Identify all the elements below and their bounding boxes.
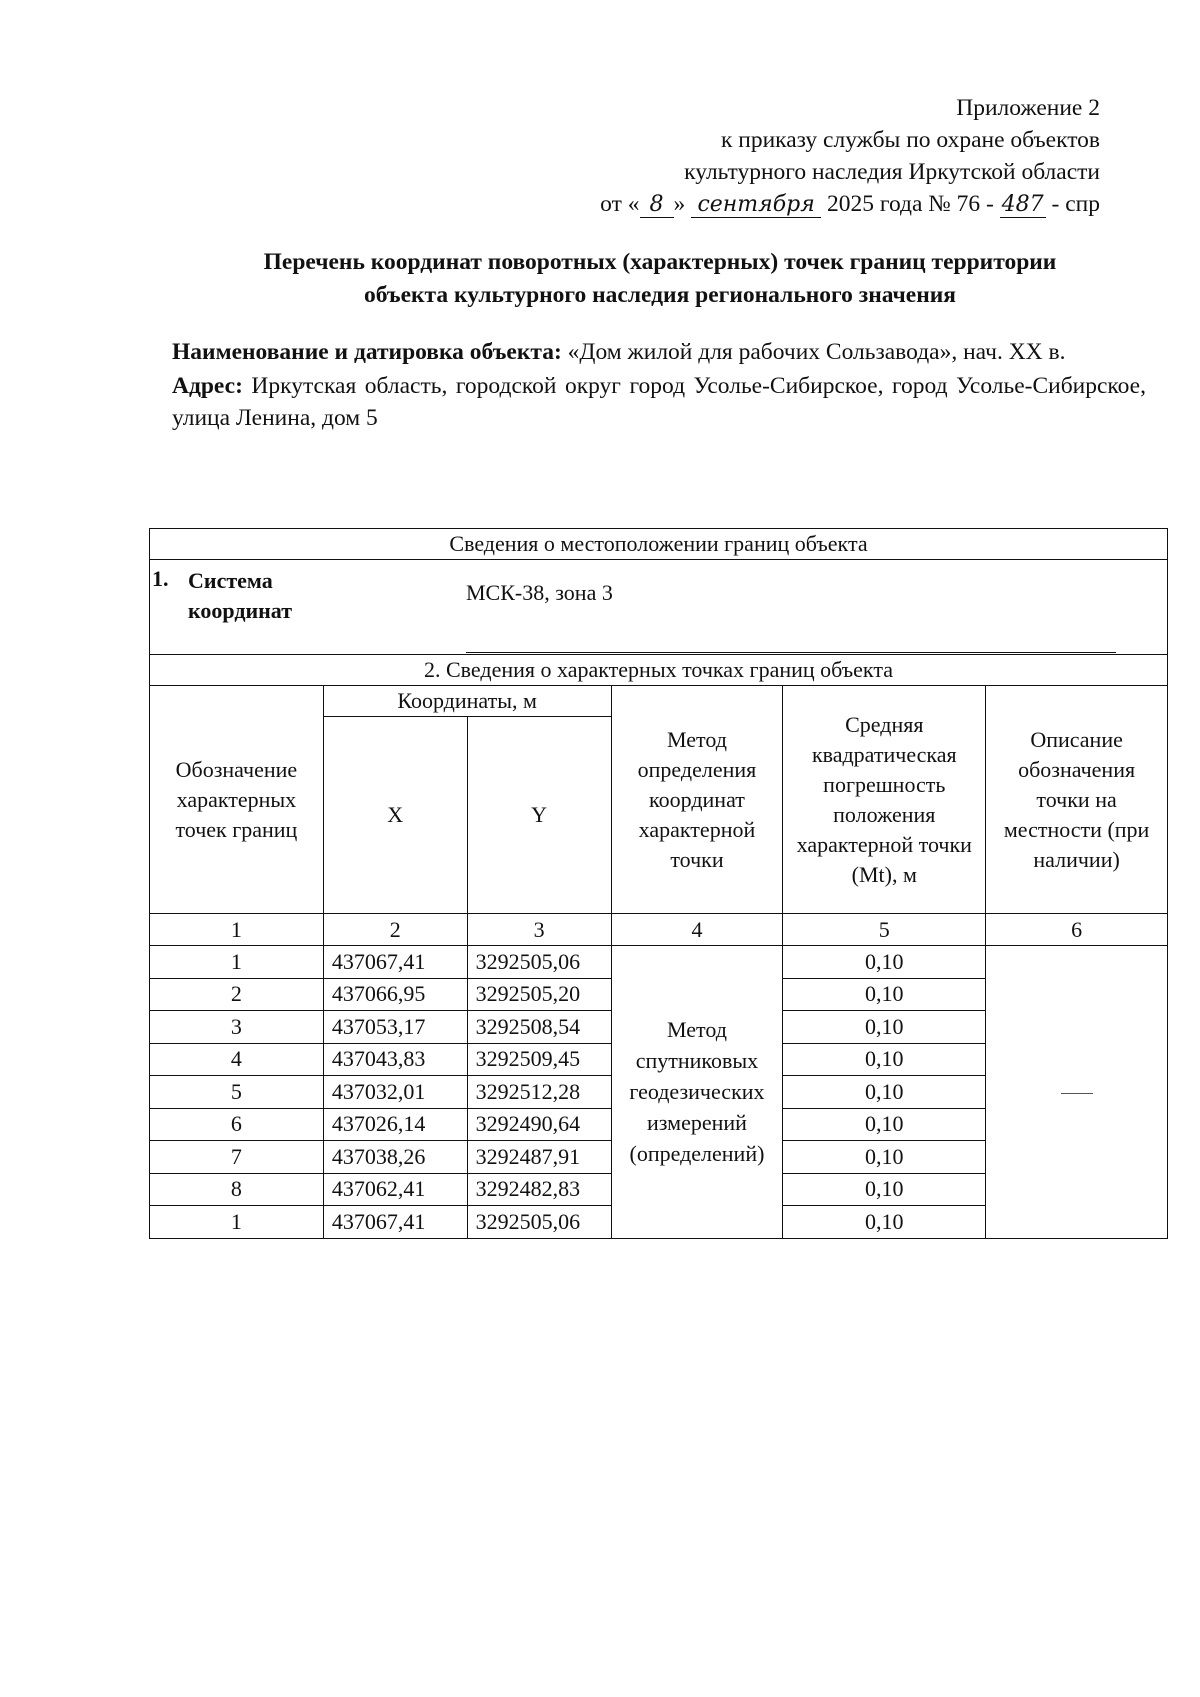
coord-system-value: МСК-38, зона 3 bbox=[466, 580, 613, 605]
point-id: 3 bbox=[150, 1011, 324, 1044]
y-coordinate: 3292508,54 bbox=[467, 1011, 611, 1044]
coord-system-label-1: Система bbox=[188, 568, 273, 593]
column-number: 2 bbox=[323, 914, 467, 946]
x-coordinate: 437032,01 bbox=[323, 1076, 467, 1109]
object-address-label: Адрес: bbox=[172, 373, 243, 399]
coord-system-underline bbox=[466, 652, 1116, 653]
x-coordinate: 437067,41 bbox=[323, 946, 467, 979]
mt-value: 0,10 bbox=[783, 978, 986, 1011]
section2-header-row bbox=[150, 655, 1168, 686]
column-number: 6 bbox=[986, 914, 1168, 946]
boundary-table bbox=[149, 528, 1168, 1239]
column-header-row bbox=[150, 686, 1168, 717]
y-coordinate: 3292505,06 bbox=[467, 946, 611, 979]
mt-value: 0,10 bbox=[783, 1043, 986, 1076]
point-id: 4 bbox=[150, 1043, 324, 1076]
mt-value: 0,10 bbox=[783, 1173, 986, 1206]
coord-system-label-2: координат bbox=[188, 598, 293, 623]
point-id: 1 bbox=[150, 1206, 324, 1239]
appendix-title: Приложение 2 bbox=[956, 95, 1100, 121]
appendix-authority: культурного наследия Иркутской области bbox=[684, 159, 1100, 185]
section2-title: 2. Сведения о характерных точках границ объекта bbox=[150, 655, 1168, 686]
mt-value: 0,10 bbox=[783, 1011, 986, 1044]
table-row bbox=[150, 946, 1168, 979]
description-dash bbox=[1061, 1093, 1093, 1094]
x-coordinate: 437038,26 bbox=[323, 1141, 467, 1174]
document-title bbox=[170, 246, 1150, 312]
point-id: 7 bbox=[150, 1141, 324, 1174]
order-day-handwritten: 8 bbox=[640, 193, 674, 218]
y-coordinate: 3292509,45 bbox=[467, 1043, 611, 1076]
col-coords-header: Координаты, м bbox=[323, 686, 611, 717]
x-coordinate: 437066,95 bbox=[323, 978, 467, 1011]
document-title-line1: Перечень координат поворотных (характерных) точек границ территории bbox=[263, 249, 1057, 275]
coord-system-row bbox=[150, 560, 1168, 655]
y-coordinate: 3292487,91 bbox=[467, 1141, 611, 1174]
column-number-row bbox=[150, 914, 1168, 946]
x-coordinate: 437026,14 bbox=[323, 1108, 467, 1141]
appendix-order-line bbox=[400, 188, 1100, 220]
mt-value: 0,10 bbox=[783, 946, 986, 979]
description-value bbox=[986, 946, 1168, 1239]
object-address bbox=[172, 370, 1146, 434]
x-coordinate: 437067,41 bbox=[323, 1206, 467, 1239]
column-number: 5 bbox=[783, 914, 986, 946]
appendix-header bbox=[400, 92, 1100, 220]
y-coordinate: 3292482,83 bbox=[467, 1173, 611, 1206]
object-info bbox=[172, 336, 1146, 434]
col-method-header: Метод определения координат характерной точки bbox=[611, 686, 783, 914]
x-coordinate: 437062,41 bbox=[323, 1173, 467, 1206]
col-y-header: Y bbox=[467, 717, 611, 914]
col-x-header: X bbox=[323, 717, 467, 914]
mt-value: 0,10 bbox=[783, 1206, 986, 1239]
col-point-header: Обозначение характерных точек границ bbox=[150, 686, 324, 914]
column-number: 1 bbox=[150, 914, 324, 946]
order-number-handwritten: 487 bbox=[1001, 192, 1044, 217]
object-name bbox=[172, 336, 1146, 368]
x-coordinate: 437043,83 bbox=[323, 1043, 467, 1076]
point-id: 6 bbox=[150, 1108, 324, 1141]
object-name-value: «Дом жилой для рабочих Сользавода», нач. XX в. bbox=[567, 339, 1066, 365]
coord-system-block bbox=[150, 560, 1167, 654]
coord-system-label bbox=[188, 566, 292, 626]
method-value: Метод спутниковых геодезических измерений (определений) bbox=[611, 946, 783, 1239]
section1-title: Сведения о местоположении границ объекта bbox=[150, 529, 1168, 560]
y-coordinate: 3292490,64 bbox=[467, 1108, 611, 1141]
order-suffix: - спр bbox=[1051, 191, 1100, 217]
mt-value: 0,10 bbox=[783, 1076, 986, 1109]
y-coordinate: 3292512,28 bbox=[467, 1076, 611, 1109]
coord-system-number: 1. bbox=[152, 566, 169, 591]
column-number: 4 bbox=[611, 914, 783, 946]
point-id: 5 bbox=[150, 1076, 324, 1109]
appendix-order-ref: к приказу службы по охране объектов bbox=[720, 127, 1100, 153]
object-name-label: Наименование и датировка объекта: bbox=[172, 339, 562, 365]
y-coordinate: 3292505,20 bbox=[467, 978, 611, 1011]
mt-value: 0,10 bbox=[783, 1141, 986, 1174]
order-year: 2025 года № 76 - bbox=[827, 191, 994, 217]
order-month-handwritten: сентября bbox=[691, 193, 821, 218]
document-title-line2: объекта культурного наследия регионального значения bbox=[363, 282, 957, 308]
point-id: 1 bbox=[150, 946, 324, 979]
mt-value: 0,10 bbox=[783, 1108, 986, 1141]
section1-header-row bbox=[150, 529, 1168, 560]
col-desc-header: Описание обозначения точки на местности (при наличии) bbox=[986, 686, 1168, 914]
col-error-header: Средняя квадратическая погрешность положения характерной точки (Mt), м bbox=[783, 686, 986, 914]
x-coordinate: 437053,17 bbox=[323, 1011, 467, 1044]
order-mid: » bbox=[673, 191, 686, 217]
object-address-value: Иркутская область, городской округ город Усолье-Сибирское, город Усолье-Сибирское, улица Ленина, дом 5 bbox=[172, 373, 1146, 431]
point-id: 8 bbox=[150, 1173, 324, 1206]
y-coordinate: 3292505,06 bbox=[467, 1206, 611, 1239]
column-number: 3 bbox=[467, 914, 611, 946]
order-prefix: от « bbox=[600, 191, 640, 217]
point-id: 2 bbox=[150, 978, 324, 1011]
